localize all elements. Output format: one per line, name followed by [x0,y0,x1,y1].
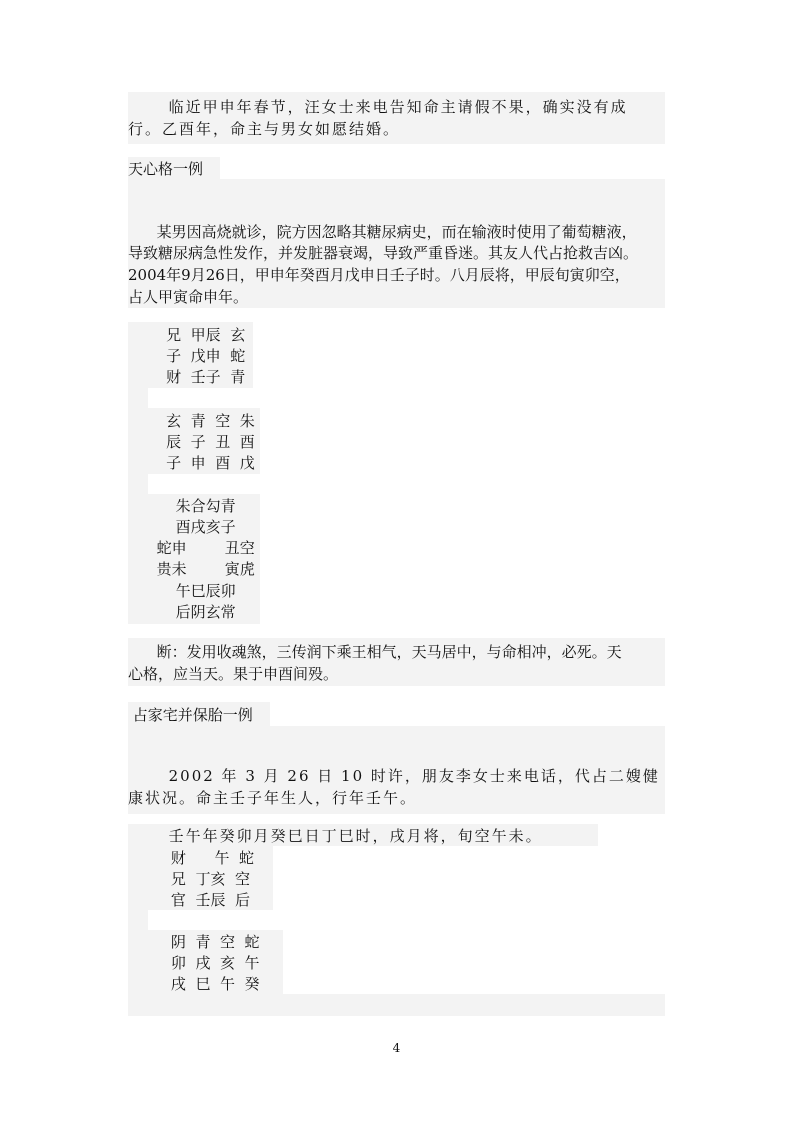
shade-block [128,474,148,494]
paragraph-line: 某男因高烧就诊，院方因忽略其糖尿病史，而在输液时使用了葡萄糖液， [128,223,637,241]
chart-row: 戌 巳 午 癸 [128,975,260,993]
shade-block [128,388,148,408]
chart-row: 玄 青 空 朱 [128,412,255,430]
chart-row: 子 戊申 蛇 [128,347,246,365]
section-title: 占家宅并保胎一例 [128,706,253,724]
paragraph-line: 导致糖尿病急性发作，并发脏器衰竭，导致严重昏迷。其友人代占抢救吉凶。 [128,244,639,262]
paragraph-line: 心格，应当天。果于申酉间殁。 [128,665,339,683]
page-number: 4 [392,1041,401,1055]
chart-row: 朱合勾青 [128,497,236,515]
chart-row: 官 壬辰 后 [128,891,250,909]
chart-row: 兄 丁亥 空 [128,870,250,888]
chart-row: 午巳辰卯 [128,582,236,600]
chart-row: 财 壬子 青 [128,368,246,386]
chart-row: 蛇申 丑空 [128,539,255,557]
chart-row: 子 申 酉 戊 [128,454,255,472]
paragraph-line: 康状况。命主壬子年生人，行年壬午。 [128,789,418,807]
chart-row: 阴 青 空 蛇 [128,933,260,951]
paragraph-line: 2002 年 3 月 26 日 10 时许，朋友李女士来电话，代占二嫂健 [128,767,660,785]
chart-row: 酉戌亥子 [128,518,236,536]
paragraph-line: 2004年9月26日，甲申年癸酉月戊申日壬子时。八月辰将，甲辰旬寅卯空， [128,266,630,284]
chart-row: 兄 甲辰 玄 [128,326,246,344]
paragraph-line: 占人甲寅命申年。 [128,288,249,306]
chart-row: 卯 戌 亥 午 [128,954,260,972]
shade-block [128,910,148,930]
paragraph-line: 行。乙酉年，命主与男女如愿结婚。 [128,120,401,138]
paragraph-line: 断：发用收魂煞，三传润下乘王相气，天马居中，与命相冲，必死。天 [128,643,622,661]
chart-row: 财 午 蛇 [128,849,255,867]
shade-block [128,179,665,223]
shade-block [128,726,665,762]
chart-row: 后阴玄常 [128,603,236,621]
chart-row: 辰 子 丑 酉 [128,433,255,451]
shade-block [128,994,665,1016]
paragraph-line: 壬午年癸卯月癸巳日丁巳时，戌月将，旬空午未。 [128,827,543,845]
section-title: 天心格一例 [128,160,204,178]
paragraph-line: 临近甲申年春节，汪女士来电告知命主请假不果，确实没有成 [128,98,628,116]
chart-row: 贵未 寅虎 [128,560,255,578]
